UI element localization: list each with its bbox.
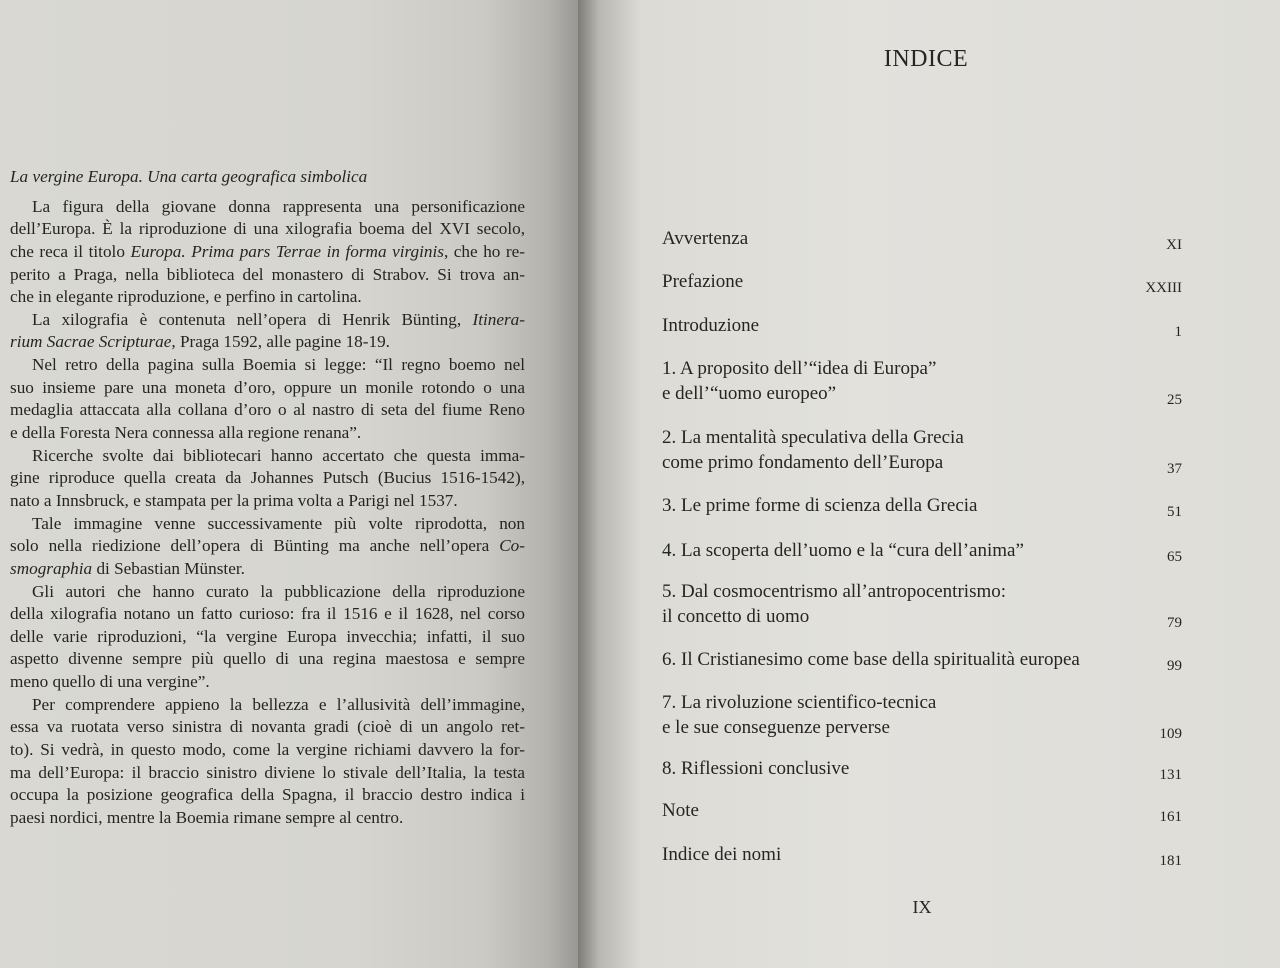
text-segment: Per comprendere appieno la bellezza e l’allusività dell’immagine,: [32, 694, 525, 714]
text-line: [10, 264, 525, 287]
italic-text: Europa. Prima pars Terrae in forma virginis: [130, 241, 444, 261]
left-page: [0, 0, 590, 968]
text-segment: della xilografia notano un fatto curioso: fra il 1516 e il 1628, nel corso: [10, 604, 525, 624]
text-line: [10, 286, 525, 309]
text-line: [10, 671, 525, 694]
toc-page-number: 79: [1167, 614, 1182, 631]
text-segment: meno quello di una vergine”.: [10, 672, 210, 692]
toc-entry-title: 1. A proposito dell’“idea di Europa”: [662, 358, 937, 379]
text-line: [10, 694, 525, 717]
section-heading: [10, 166, 525, 189]
text-segment: e della Foresta Nera connessa alla regione renana”.: [10, 423, 362, 443]
toc-entry: [662, 314, 1182, 339]
text-line: [10, 558, 525, 581]
toc-page-number: 99: [1167, 658, 1182, 674]
text-segment: di Sebastian Münster.: [92, 558, 245, 578]
text-line: [10, 241, 525, 264]
text-line: [10, 784, 525, 807]
text-segment: ma dell’Europa: il braccio sinistro diviene lo stivale dell’Italia, la testa: [10, 762, 525, 782]
text-segment: to). Si vedrà, in questo modo, come la vergine richiami davvero la for-: [10, 740, 525, 760]
text-line: [10, 513, 525, 536]
text-segment: medaglia attaccata alla collana d’oro o al nastro di seta del fiume Reno: [10, 400, 525, 420]
toc-entry-title: Indice dei nomi: [662, 844, 782, 865]
toc-entry-title: 6. Il Cristianesimo come base della spiritualità europea: [662, 649, 1080, 670]
text-segment: gine riproduce quella creata da Johannes Putsch (Bucius 1516-1542),: [10, 468, 525, 488]
text-segment: paesi nordici, mentre la Boemia rimane sempre al centro.: [10, 807, 404, 827]
text-segment: solo nella riedizione dell’opera di Bünting ma anche nell’opera: [10, 536, 500, 556]
text-line: [10, 196, 525, 219]
text-segment: La xilografia è contenuta nell’opera di Henrik Bünting,: [32, 309, 473, 329]
toc-entry: [662, 357, 1182, 406]
italic-text: rium Sacrae Scripturae: [10, 332, 172, 352]
toc-entry-title: Note: [662, 800, 699, 821]
text-line: [10, 581, 525, 604]
text-segment: che in elegante riproduzione, e perfino in cartolina.: [10, 287, 362, 307]
toc-entry-title: 5. Dal cosmocentrismo all’antropocentrismo:: [662, 581, 1007, 602]
text-line: [10, 309, 525, 332]
toc-entry-title: 3. Le prime forme di scienza della Grecia: [662, 495, 978, 516]
italic-text: smographia: [10, 558, 93, 578]
toc-entry-title: 2. La mentalità speculativa della Grecia: [662, 427, 964, 448]
italic-text: Itinera-: [472, 309, 525, 329]
toc-entry: [662, 494, 1182, 519]
toc-entry: [662, 691, 1182, 740]
toc-entry-title: e dell’“uomo europeo”: [662, 382, 837, 404]
text-segment: Tale immagine venne successivamente più volte riprodotta, non: [32, 513, 525, 533]
toc-page-number: 161: [1159, 809, 1182, 825]
text-segment: aspetto divenne sempre più quello di una regina maestosa e sempre: [10, 649, 525, 669]
toc-entry: [662, 843, 1182, 868]
toc-page-number: 1: [1174, 324, 1182, 340]
text-segment: nato a Innsbruck, e stampata per la prima volta a Parigi nel 1537.: [10, 490, 458, 510]
text-line: [10, 422, 525, 445]
left-page-text: [10, 166, 525, 830]
toc-title: INDICE: [883, 46, 969, 72]
toc-page-number: 181: [1159, 853, 1182, 869]
toc-page-number: 109: [1159, 725, 1182, 742]
text-segment: , che ho re-: [443, 241, 525, 261]
toc-page-number: 131: [1159, 767, 1182, 783]
text-segment: perito a Praga, nella biblioteca del monastero di Strabov. Si trova an-: [10, 264, 525, 284]
text-line: [10, 807, 525, 830]
text-line: [10, 467, 525, 490]
text-segment: essa va ruotata verso sinistra di novanta gradi (cioè di un angolo ret-: [10, 717, 525, 737]
text-segment: , Praga 1592, alle pagine 18-19.: [171, 332, 390, 352]
text-line: [10, 626, 525, 649]
text-line: [10, 716, 525, 739]
text-segment: Gli autori che hanno curato la pubblicazione della riproduzione: [32, 581, 525, 601]
text-segment: Nel retro della pagina sulla Boemia si legge: “Il regno boemo nel: [32, 355, 525, 375]
text-segment: delle varie riproduzioni, “la vergine Europa invecchia; infatti, il suo: [10, 626, 525, 646]
toc-entry-title: e le sue conseguenze perverse: [662, 716, 890, 738]
text-line: [10, 490, 525, 513]
toc-entry-title: 7. La rivoluzione scientifico-tecnica: [662, 692, 937, 713]
text-line: [10, 399, 525, 422]
toc-entry-title: Prefazione: [662, 271, 744, 292]
page-number: IX: [912, 897, 932, 917]
toc-entry-title: 4. La scoperta dell’uomo e la “cura dell’anima”: [662, 540, 1024, 561]
text-line: [10, 218, 525, 241]
text-line: [10, 377, 525, 400]
toc-entry: [662, 757, 1182, 782]
text-line: [10, 445, 525, 468]
toc-entry-title: Avvertenza: [662, 228, 749, 249]
text-line: [10, 648, 525, 671]
toc-entry: [662, 799, 1182, 824]
toc-entry-title: il concetto di uomo: [662, 605, 810, 627]
italic-text: Co-: [499, 536, 525, 556]
toc-page-number: XI: [1166, 237, 1182, 253]
text-segment: suo insieme pare una moneta d’oro, oppure un monile rotondo o una: [10, 377, 525, 397]
toc-entry-title: 8. Riflessioni conclusive: [662, 758, 850, 779]
text-segment: dell’Europa. È la riproduzione di una xilografia boema del XVI secolo,: [10, 219, 525, 239]
toc-entry: [662, 227, 1182, 252]
text-segment: occupa la posizione geografica della Spagna, il braccio destro indica i: [10, 785, 525, 805]
text-line: [10, 739, 525, 762]
toc-entry: [662, 270, 1182, 295]
text-segment: Ricerche svolte dai bibliotecari hanno accertato che questa imma-: [32, 445, 525, 465]
toc-entry: [662, 648, 1182, 673]
text-segment: che reca il titolo: [10, 241, 131, 261]
toc-page-number: XXIII: [1145, 280, 1182, 296]
toc-page-number: 65: [1167, 549, 1182, 565]
toc-entry-title: Introduzione: [662, 315, 760, 336]
text-line: [10, 331, 525, 354]
text-line: [10, 535, 525, 558]
text-line: [10, 603, 525, 626]
text-line: [10, 354, 525, 377]
toc-page-number: 25: [1167, 391, 1182, 408]
text-line: [10, 762, 525, 785]
toc-page-number: 37: [1167, 460, 1182, 477]
italic-text: La vergine Europa. Una carta geografica simbolica: [10, 167, 368, 186]
toc-entry: [662, 539, 1182, 564]
toc-entry-title: come primo fondamento dell’Europa: [662, 451, 944, 473]
toc-page-number: 51: [1167, 504, 1182, 520]
text-segment: La figura della giovane donna rappresenta una personificazione: [32, 196, 525, 216]
toc-entry: [662, 426, 1182, 475]
toc-entry: [662, 580, 1182, 629]
